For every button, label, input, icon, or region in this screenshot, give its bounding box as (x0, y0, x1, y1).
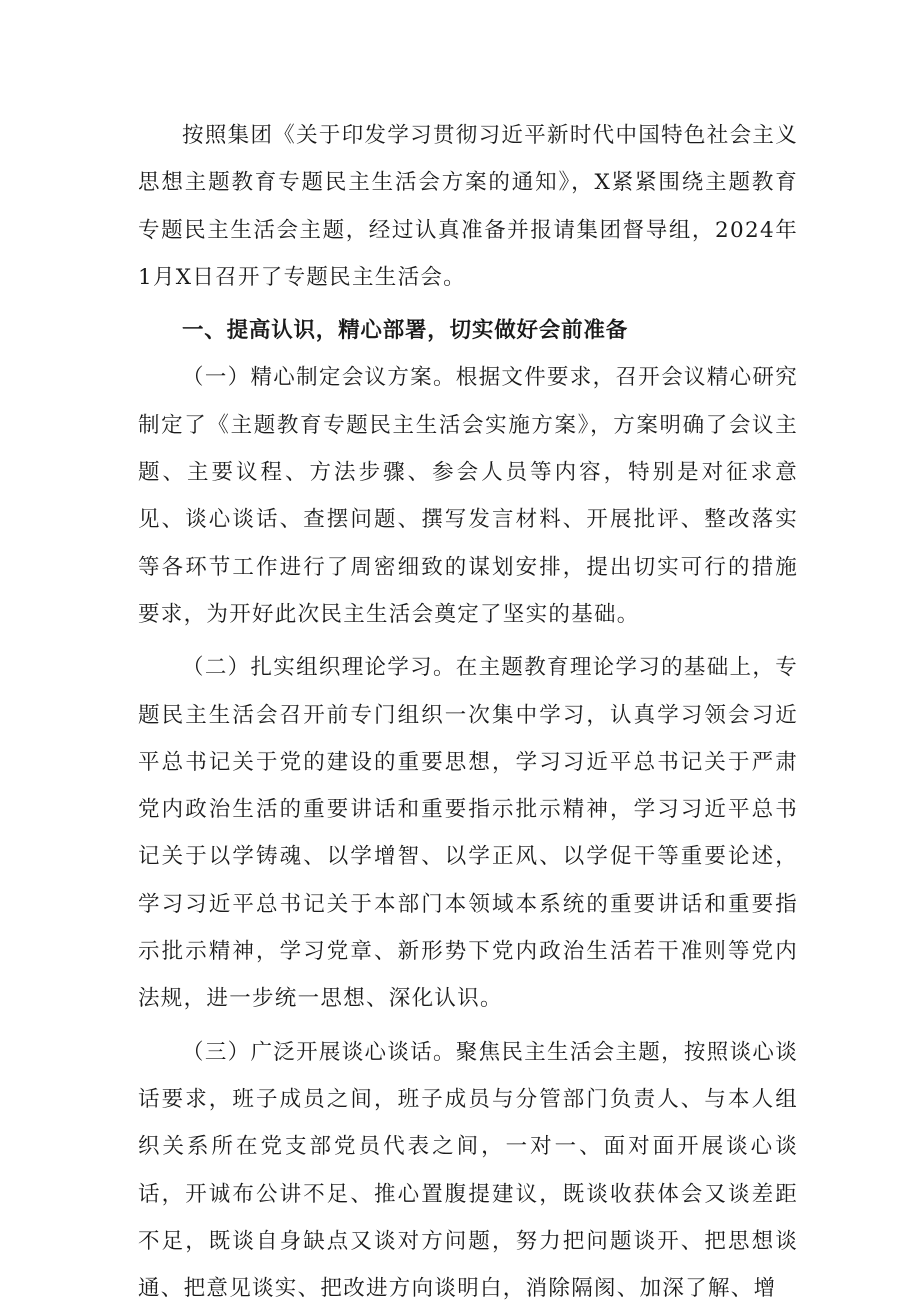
section-paragraph-3: （三）广泛开展谈心谈话。聚焦民主生活会主题，按照谈心谈话要求，班子成员之间，班子成员与分管部门负责人、与本人组织关系所在党支部党员代表之间，一对一、面对面开展谈心谈话，开诚布公讲不足、推心置腹提建议，既谈收获体会又谈差距不足，既谈自身缺点又谈对方问题，努力把问题谈开、把思想谈通、把意见谈实、把改进方向谈明白，消除隔阂、加深了解、增 (138, 1039, 798, 1302)
intro-paragraph: 按照集团《关于印发学习贯彻习近平新时代中国特色社会主义思想主题教育专题民主生活会方案的通知》，X紧紧围绕主题教育专题民主生活会主题，经过认真准备并报请集团督导组，2024年1月X日召开了专题民主生活会。 (138, 123, 798, 290)
section-paragraph-2: （二）扎实组织理论学习。在主题教育理论学习的基础上，专题民主生活会召开前专门组织一次集中学习，认真学习领会习近平总书记关于党的建设的重要思想，学习习近平总书记关于严肃党内政治生活的重要讲话和重要指示批示精神，学习习近平总书记关于以学铸魂、以学增智、以学正风、以学促干等重要论述，学习习近平总书记关于本部门本领域本系统的重要讲话和重要指示批示精神，学习党章、新形势下党内政治生活若干准则等党内法规，进一步统一思想、深化认识。 (138, 655, 798, 1012)
document-page (138, 112, 798, 1312)
section-heading: 一、提高认识，精心部署，切实做好会前准备 (182, 318, 629, 344)
section-paragraph-1: （一）精心制定会议方案。根据文件要求，召开会议精心研究制定了《主题教育专题民主生活会实施方案》，方案明确了会议主题、主要议程、方法步骤、参会人员等内容，特别是对征求意见、谈心谈话、查摆问题、撰写发言材料、开展批评、整改落实等各环节工作进行了周密细致的谋划安排，提出切实可行的措施要求，为开好此次民主生活会奠定了坚实的基础。 (138, 365, 798, 627)
